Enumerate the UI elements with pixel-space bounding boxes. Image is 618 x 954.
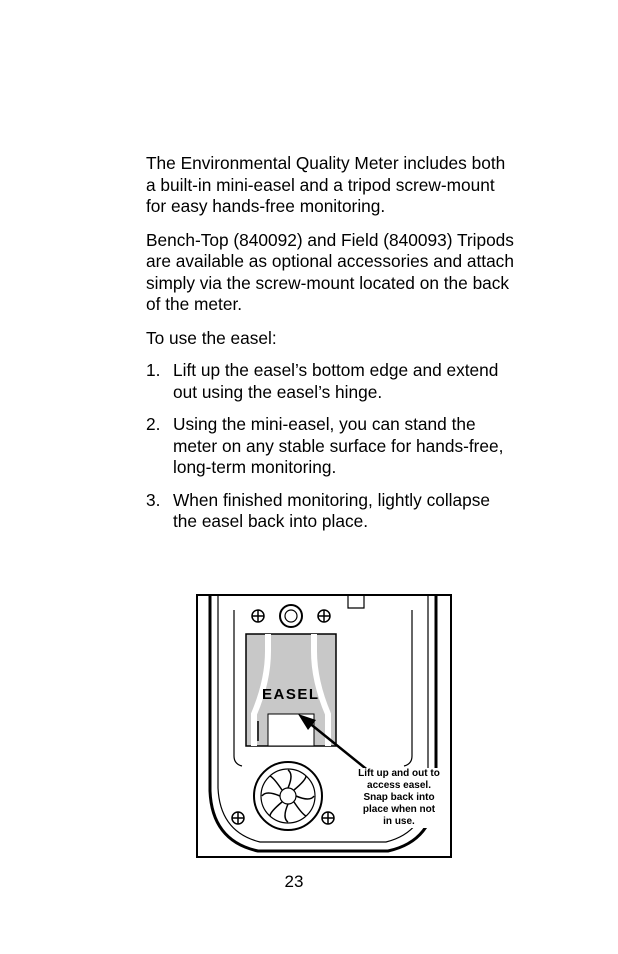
side-grip-right <box>404 610 412 766</box>
intro-paragraph: The Environmental Quality Meter includes both a built-in mini-easel and a tripod screw-mount for easy hands-free monitoring. <box>146 153 506 216</box>
meter-easel-illustration <box>196 594 452 858</box>
step-text: Lift up the easel’s bottom edge and extend out using the easel’s hinge. <box>173 360 499 402</box>
pointer-arrow <box>308 722 370 772</box>
tripod-paragraph: Bench-Top (840092) and Field (840093) Tripods are available as optional accessories and attach simply via the screw-mount located on the back of the meter. <box>146 229 514 314</box>
step-number: 1. <box>146 360 161 380</box>
easel-instructions-heading: To use the easel: <box>146 327 277 348</box>
top-clip <box>348 596 364 608</box>
step-text: Using the mini-easel, you can stand the meter on any stable surface for hands-free, long-term monitoring. <box>173 414 504 477</box>
screw-icon <box>318 610 330 622</box>
step-number: 2. <box>146 414 161 434</box>
tripod-mount-icon <box>280 605 302 627</box>
screw-icon <box>232 812 244 824</box>
step-number: 3. <box>146 489 161 510</box>
body-text <box>146 153 516 544</box>
speaker-grille-icon <box>254 762 322 830</box>
screw-icon <box>252 610 264 622</box>
steps-list <box>146 360 516 533</box>
step-text: When finished monitoring, lightly collapse the easel back into place. <box>173 489 490 531</box>
side-grip-left <box>234 610 242 766</box>
easel-label: EASEL <box>262 686 320 703</box>
list-item <box>146 490 516 533</box>
page-number: 23 <box>284 872 304 891</box>
callout-text: Lift up and out to access easel. Snap back into place when not in use. <box>358 768 440 827</box>
screw-icon <box>322 812 334 824</box>
list-item <box>146 360 516 403</box>
list-item <box>146 414 516 479</box>
